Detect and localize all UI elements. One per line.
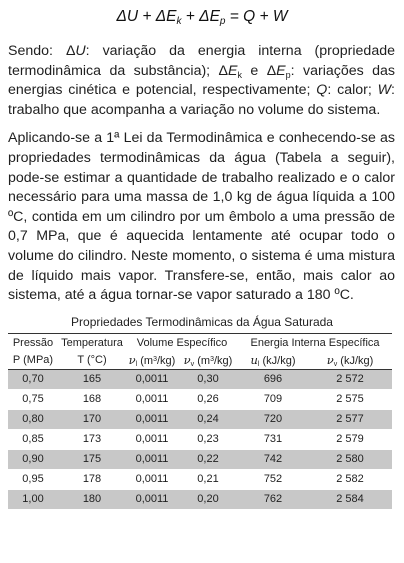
eq-plus: + [138, 8, 156, 25]
cell-pressure: 0,85 [8, 429, 58, 449]
def-text: e [241, 62, 267, 79]
unit-text: (m [194, 355, 211, 368]
cell-uv: 2 575 [308, 389, 392, 409]
cell-vl: 0,0011 [126, 429, 178, 449]
cell-ul: 731 [238, 429, 308, 449]
table-row [8, 409, 392, 429]
unit-temperature: T (°C) [58, 352, 126, 370]
cell-ul: 752 [238, 469, 308, 489]
table-header-row [8, 333, 392, 352]
cell-uv: 2 582 [308, 469, 392, 489]
cell-temperature: 180 [58, 489, 126, 509]
unit-text: (kJ/kg) [337, 355, 374, 368]
cell-ul: 742 [238, 449, 308, 469]
unit-text: (kJ/kg) [259, 355, 296, 368]
def-text: : variação da energia interna (propriedade termodinâmica da substância); [8, 43, 395, 79]
unit-text: (m [137, 355, 154, 368]
eq-sub-p: p [219, 16, 226, 27]
definitions-paragraph [8, 42, 395, 120]
def-symbol: E [228, 62, 238, 79]
unit-text: /kg) [157, 355, 176, 368]
cell-vl: 0,0011 [126, 489, 178, 509]
unit-sup: 3 [210, 356, 214, 364]
table-row [8, 489, 392, 509]
cell-pressure: 0,95 [8, 469, 58, 489]
delta-symbol: Δ [199, 8, 210, 25]
unit-text: /kg) [213, 355, 233, 368]
sub-l: l [257, 361, 260, 369]
cell-vl: 0,0011 [126, 389, 178, 409]
unit-uv [308, 352, 392, 370]
delta-symbol: Δ [155, 8, 167, 25]
sub-l: l [135, 361, 138, 369]
cell-uv: 2 577 [308, 409, 392, 429]
cell-pressure: 0,70 [8, 369, 58, 389]
cell-temperature: 175 [58, 449, 126, 469]
unit-vl [126, 352, 178, 370]
def-text: Sendo: [8, 43, 66, 59]
eq-term-ek: E [166, 8, 177, 25]
cell-uv: 2 572 [308, 369, 392, 389]
sub-v: v [190, 361, 195, 369]
cell-vv: 0,21 [178, 469, 238, 489]
def-text: Δ [266, 62, 277, 79]
cell-vv: 0,30 [178, 369, 238, 389]
eq-term-ep: E [209, 8, 220, 25]
eq-plus: + [255, 8, 273, 25]
cell-vl: 0,0011 [126, 409, 178, 429]
def-symbol: E [276, 62, 286, 79]
unit-vv [178, 352, 238, 370]
cell-pressure: 0,80 [8, 409, 58, 429]
table-row [8, 469, 392, 489]
cell-temperature: 165 [58, 369, 126, 389]
header-pressure: Pressão [8, 333, 58, 352]
unit-pressure: P (MPa) [8, 352, 58, 370]
def-sub: k [237, 69, 242, 80]
cell-uv: 2 580 [308, 449, 392, 469]
cell-vv: 0,23 [178, 429, 238, 449]
cell-vv: 0,20 [178, 489, 238, 509]
energy-balance-equation [0, 5, 404, 29]
def-text: Δ [218, 62, 229, 79]
cell-vl: 0,0011 [126, 469, 178, 489]
header-specific-internal-energy: Energia Interna Específica [238, 333, 392, 352]
def-text: : variações das energias cinética e potencial, respectivamente; [8, 62, 395, 99]
table-row [8, 449, 392, 469]
sym-nu: ν [326, 353, 334, 368]
cell-ul: 696 [238, 369, 308, 389]
cell-vv: 0,24 [178, 409, 238, 429]
eq-term-u: U [126, 8, 139, 25]
def-symbol: U [75, 43, 86, 59]
eq-equals: = [225, 8, 244, 25]
cell-pressure: 0,75 [8, 389, 58, 409]
sym-u: u [250, 353, 258, 368]
def-text: : calor; [327, 82, 378, 99]
cell-pressure: 1,00 [8, 489, 58, 509]
unit-ul [238, 352, 308, 370]
sym-nu: ν [183, 353, 191, 368]
problem-paragraph: Aplicando-se a 1ª Lei da Termodinâmica e conhecendo-se as propriedades termodinâmicas da água (Tabela a seguir), pode-se estimar a quantidade de trabalho realizado e o calor necessário para uma massa de 1,0 kg de água líquida a 100 ºC, contida em um cilindro por um êmbolo a uma pressão de 0,7 MPa, que é aquecida lentamente até ocupar todo o volume do cilindro. Neste momento, o sistema é uma mistura de líquido mais vapor. Transfere-se, então, mais calor ao sistema, até a água tornar-se vapor saturado a 180 ºC. [8, 130, 395, 304]
def-sub: p [285, 69, 291, 80]
cell-uv: 2 579 [308, 429, 392, 449]
eq-sub-k: k [176, 16, 182, 27]
cell-vl: 0,0011 [126, 449, 178, 469]
cell-uv: 2 584 [308, 489, 392, 509]
cell-temperature: 173 [58, 429, 126, 449]
def-symbol: W [377, 82, 392, 99]
cell-vl: 0,0011 [126, 369, 178, 389]
cell-ul: 720 [238, 409, 308, 429]
eq-term-w: W [272, 8, 288, 25]
table-row [8, 429, 392, 449]
sub-v: v [333, 361, 338, 369]
eq-plus: + [181, 8, 200, 25]
header-temperature: Temperatura [58, 333, 126, 352]
cell-ul: 762 [238, 489, 308, 509]
cell-ul: 709 [238, 389, 308, 409]
header-specific-volume: Volume Específico [126, 333, 238, 352]
cell-temperature: 170 [58, 409, 126, 429]
def-text: Δ [65, 43, 76, 59]
sym-nu: ν [128, 353, 136, 368]
cell-vv: 0,22 [178, 449, 238, 469]
def-text: : trabalho que acompanha a variação no volume do sistema. [8, 82, 395, 118]
cell-temperature: 178 [58, 469, 126, 489]
delta-symbol: Δ [116, 8, 127, 25]
cell-pressure: 0,90 [8, 449, 58, 469]
table-units-row [8, 352, 392, 370]
def-symbol: Q [316, 82, 328, 99]
cell-temperature: 168 [58, 389, 126, 409]
unit-sup: 3 [153, 356, 157, 364]
table-title: Propriedades Termodinâmicas da Água Saturada [71, 314, 333, 329]
saturated-water-properties-table [8, 333, 392, 510]
table-row [8, 369, 392, 389]
table-row [8, 389, 392, 409]
eq-term-q: Q [243, 8, 256, 25]
cell-vv: 0,26 [178, 389, 238, 409]
